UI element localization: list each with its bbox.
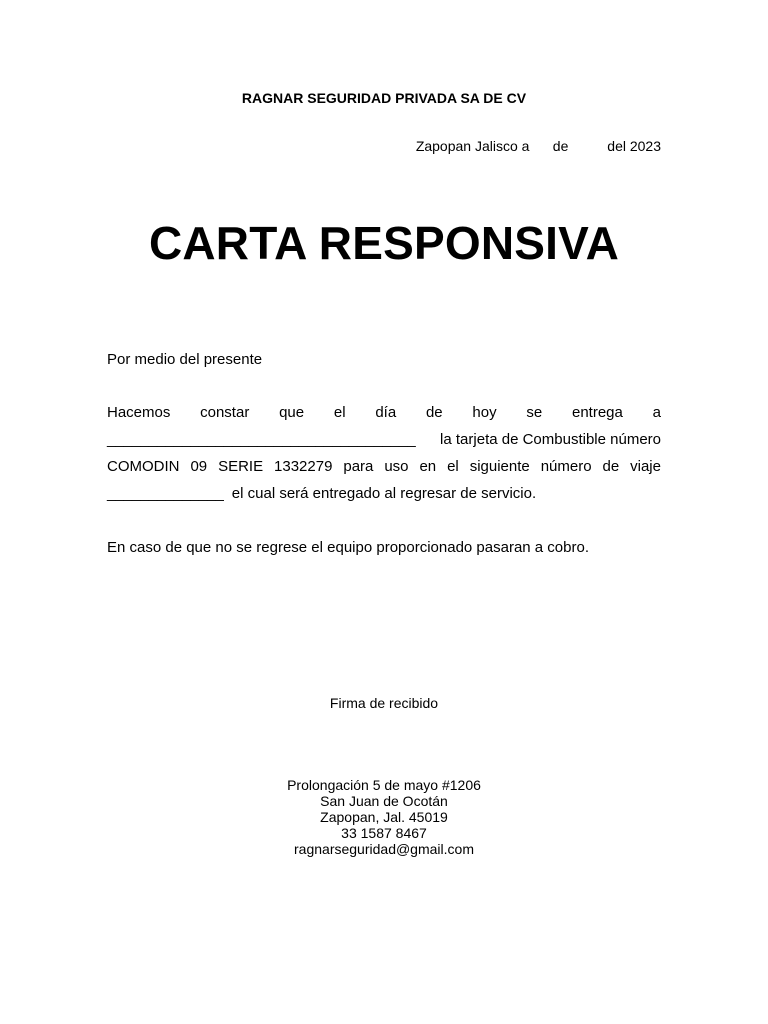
word: COMODIN (107, 458, 180, 475)
word: que (279, 404, 305, 421)
address-block (0, 777, 768, 857)
paragraph-line-1 (107, 399, 661, 426)
word: de (425, 404, 443, 421)
address-phone: 33 1587 8467 (341, 825, 427, 841)
company-name: RAGNAR SEGURIDAD PRIVADA SA DE CV (241, 90, 527, 106)
dateline-year: del 2023 (607, 138, 661, 154)
page-title: CARTA RESPONSIVA (148, 217, 620, 269)
word: entrega (571, 404, 623, 421)
word: 1332279 (274, 458, 333, 475)
word: viaje (630, 458, 661, 475)
body-paragraph (107, 399, 661, 507)
paragraph-line-4 (107, 480, 661, 507)
word: SERIE (218, 458, 264, 475)
address-city: Zapopan, Jal. 45019 (320, 809, 448, 825)
word: constar (200, 404, 250, 421)
dateline-place: Zapopan Jalisco a (415, 138, 530, 154)
address-street: Prolongación 5 de mayo #1206 (287, 777, 481, 793)
word: el (333, 404, 346, 421)
word: a (652, 404, 661, 421)
recipient-blank: _____________________________________ (107, 431, 416, 448)
dateline-de: de (552, 138, 569, 154)
trip-number-blank: ______________ (107, 485, 224, 502)
word: se (526, 404, 543, 421)
intro-text: Por medio del presente (107, 351, 263, 368)
word: número (540, 458, 592, 475)
address-email: ragnarseguridad@gmail.com (294, 841, 474, 857)
word: Hacemos (107, 404, 171, 421)
warning-text: En caso de que no se regrese el equipo proporcionado pasaran a cobro. (107, 539, 589, 556)
word: para (343, 458, 374, 475)
word: uso (384, 458, 409, 475)
word: en (419, 458, 437, 475)
word: de (602, 458, 620, 475)
signature-label: Firma de recibido (329, 695, 439, 711)
word: el (447, 458, 459, 475)
dateline (416, 138, 661, 154)
word: 09 (190, 458, 208, 475)
address-neighborhood: San Juan de Ocotán (320, 793, 448, 809)
paragraph-line-2 (107, 426, 661, 453)
paragraph-line-3 (107, 453, 661, 480)
paragraph-line-4-text: el cual será entregado al regresar de servicio. (231, 485, 537, 502)
word: siguiente (469, 458, 530, 475)
paragraph-line-2-text: la tarjeta de Combustible número (440, 431, 661, 448)
word: día (375, 404, 397, 421)
word: hoy (472, 404, 497, 421)
